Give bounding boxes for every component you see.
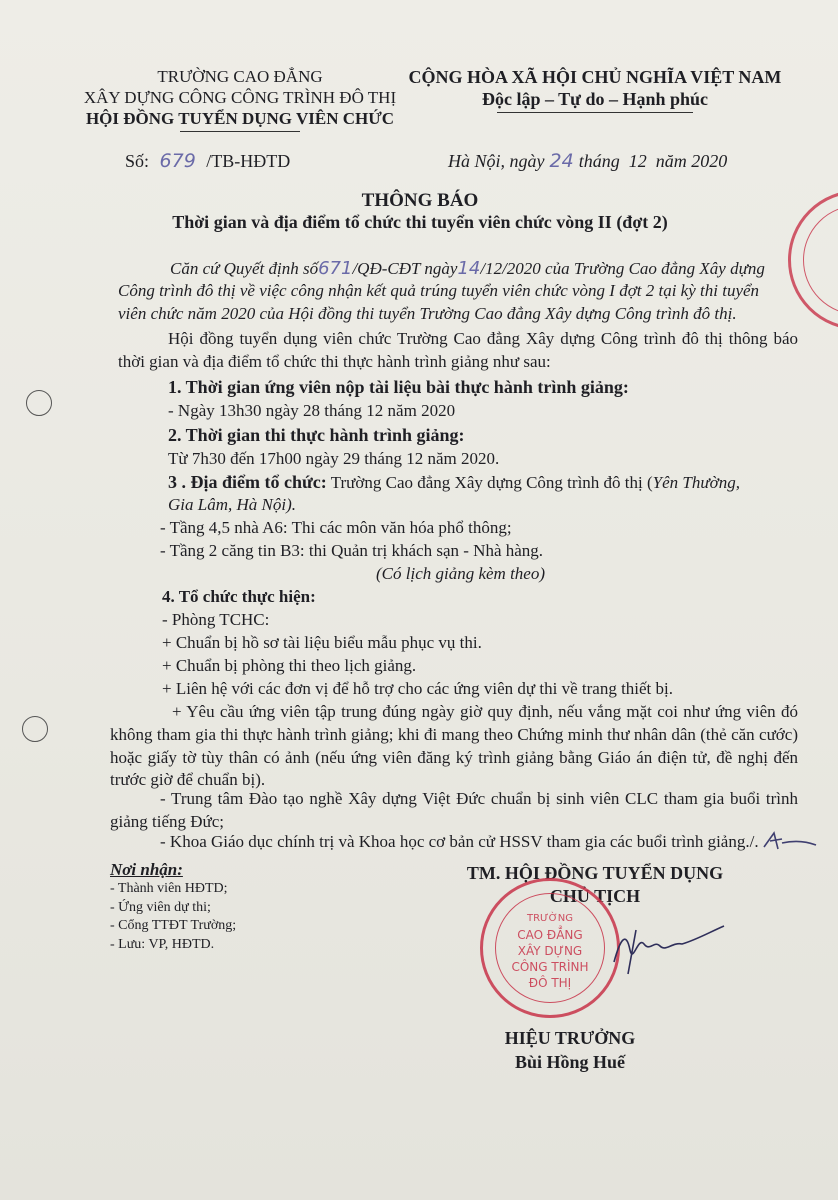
punch-hole [26,390,52,416]
stamp-text [483,911,617,991]
section-2-text: Từ 7h30 đến 17h00 ngày 29 tháng 12 năm 2020. [168,449,500,468]
section-3-item-2: - Tầng 2 căng tin B3: thi Quản trị khách sạn - Nhà hàng. [160,541,544,560]
section-4-line-4: + Liên hệ với các đơn vị để hỗ trợ cho các ứng viên dự thi về trang thiết bị. [162,679,674,698]
official-stamp [480,878,620,1018]
header-nation-block [392,66,798,113]
document-number [125,150,290,172]
recipient-item: - Lưu: VP, HĐTD. [110,936,215,952]
section-1-text: - Ngày 13h30 ngày 28 tháng 12 năm 2020 [168,401,456,420]
section-3-text-italic: Yên Thường, [652,473,740,492]
signature-role: HIỆU TRƯỞNG [504,1028,636,1048]
recipients-list [110,880,236,954]
title-main: THÔNG BÁO [361,190,479,211]
handwritten-end-mark [760,827,820,853]
section-3-heading: 3 . Địa điểm tổ chức: [168,472,327,492]
stamp-line-3: XÂY DỰNG [517,944,583,958]
number-prefix: Số: [125,151,150,171]
section-3-line-1 [168,472,740,493]
section-4-line-3: + Chuẩn bị phòng thi theo lịch giảng. [162,656,417,675]
stamp-line-5: ĐÔ THỊ [528,976,572,990]
stamp-line-2: CAO ĐẲNG [517,928,583,942]
handwritten-decision-number: 671 [318,258,353,279]
section-4-paragraph-5: + Yêu cầu ứng viên tập trung đúng ngày giờ quy định, nếu vắng mặt coi như ứng viên đó không tham gia thi thực hành trình giảng; khi đi mang theo Chứng minh thư nhân dân (thẻ căn cước) hoặc giấy tờ tùy thân có ảnh (nếu ứng viên đăng ký trình giảng bằng Giáo án điện tử, đề nghị đến trước giờ để chuẩn bị). [110,702,798,790]
section-3-line-2: Gia Lâm, Hà Nội). [168,495,296,514]
org-underline [180,131,300,132]
section-4-line-1: - Phòng TCHC: [162,610,270,629]
legal-line-1 [170,258,765,279]
section-4-paragraph-6: - Trung tâm Đào tạo nghề Xây dựng Việt Đức chuẩn bị sinh viên CLC tham gia buổi trình giảng tiếng Đức; [110,789,798,831]
title-sub: Thời gian và địa điểm tổ chức thi tuyển viên chức vòng II (đợt 2) [172,212,668,232]
stamp-line-4: CÔNG TRÌNH [511,960,589,974]
legal-line-2: Công trình đô thị về việc công nhận kết quả trúng tuyển viên chức vòng I đợt 2 tại kỳ thi tuyển [118,281,760,300]
nation-title: CỘNG HÒA XÃ HỘI CHỦ NGHĨA VIỆT NAM [408,67,782,87]
recipients-heading: Nơi nhận: [110,860,183,879]
section-3-text-a: Trường Cao đẳng Xây dựng Công trình đô thị ( [326,473,653,492]
legal-text-a: Căn cứ Quyết định số [170,259,319,278]
recipient-item: - Cổng TTĐT Trường; [110,918,237,933]
place-date [448,150,727,172]
signature-line-2: CHỦ TỊCH [549,886,641,906]
handwritten-decision-day: 14 [457,258,481,279]
signature-line-1: TM. HỘI ĐỒNG TUYỂN DỤNG [466,863,724,883]
partial-edge-stamp [788,190,838,330]
section-1-heading: 1. Thời gian ứng viên nộp tài liệu bài thực hành trình giảng: [168,377,629,397]
number-suffix: /TB-HĐTD [206,151,291,171]
place-date-rest: tháng 12 năm 2020 [578,151,728,171]
section-2-heading: 2. Thời gian thi thực hành trình giảng: [168,425,465,445]
punch-hole [22,716,48,742]
handwritten-number: 679 [159,150,196,172]
section-3-note: (Có lịch giảng kèm theo) [376,564,546,583]
org-line-2: XÂY DỰNG CÔNG CÔNG TRÌNH ĐÔ THỊ [83,88,397,107]
handwritten-day: 24 [549,150,574,172]
section-3-item-1: - Tầng 4,5 nhà A6: Thi các môn văn hóa phổ thông; [160,518,512,537]
recipient-item: - Ứng viên dự thi; [110,899,211,915]
stamp-line-1: TRƯỜNG [527,913,573,924]
handwritten-signature [600,900,730,980]
section-4-heading: 4. Tổ chức thực hiện: [162,587,316,606]
legal-text-c: /12/2020 của Trường Cao đẳng Xây dựng [480,259,765,278]
legal-text-b: /QĐ-CĐT ngày [352,259,458,278]
recipient-item: - Thành viên HĐTD; [110,881,228,896]
intro-paragraph: Hội đồng tuyển dụng viên chức Trường Cao đẳng Xây dựng Công trình đô thị thông báo thời gian và địa điểm tổ chức thi thực hành trình giảng như sau: [118,329,798,371]
recipients-block [110,860,236,954]
section-4-line-2: + Chuẩn bị hồ sơ tài liệu biểu mẫu phục vụ thi. [162,633,482,652]
org-line-3: HỘI ĐỒNG TUYỂN DỤNG VIÊN CHỨC [85,109,395,128]
signature-name: Bùi Hồng Huế [514,1052,626,1072]
place-date-prefix: Hà Nội, ngày [448,151,545,171]
org-line-1: TRƯỜNG CAO ĐẲNG [157,67,323,86]
legal-line-3: viên chức năm 2020 của Hội đồng thi tuyển Trường Cao đẳng Xây dựng Công trình đô thị. [118,304,737,323]
header-org-block [80,66,400,132]
motto-underline [497,112,693,113]
section-4-paragraph-7: - Khoa Giáo dục chính trị và Khoa học cơ bản cử HSSV tham gia các buổi trình giảng./. [160,832,759,851]
motto: Độc lập – Tự do – Hạnh phúc [481,89,709,109]
